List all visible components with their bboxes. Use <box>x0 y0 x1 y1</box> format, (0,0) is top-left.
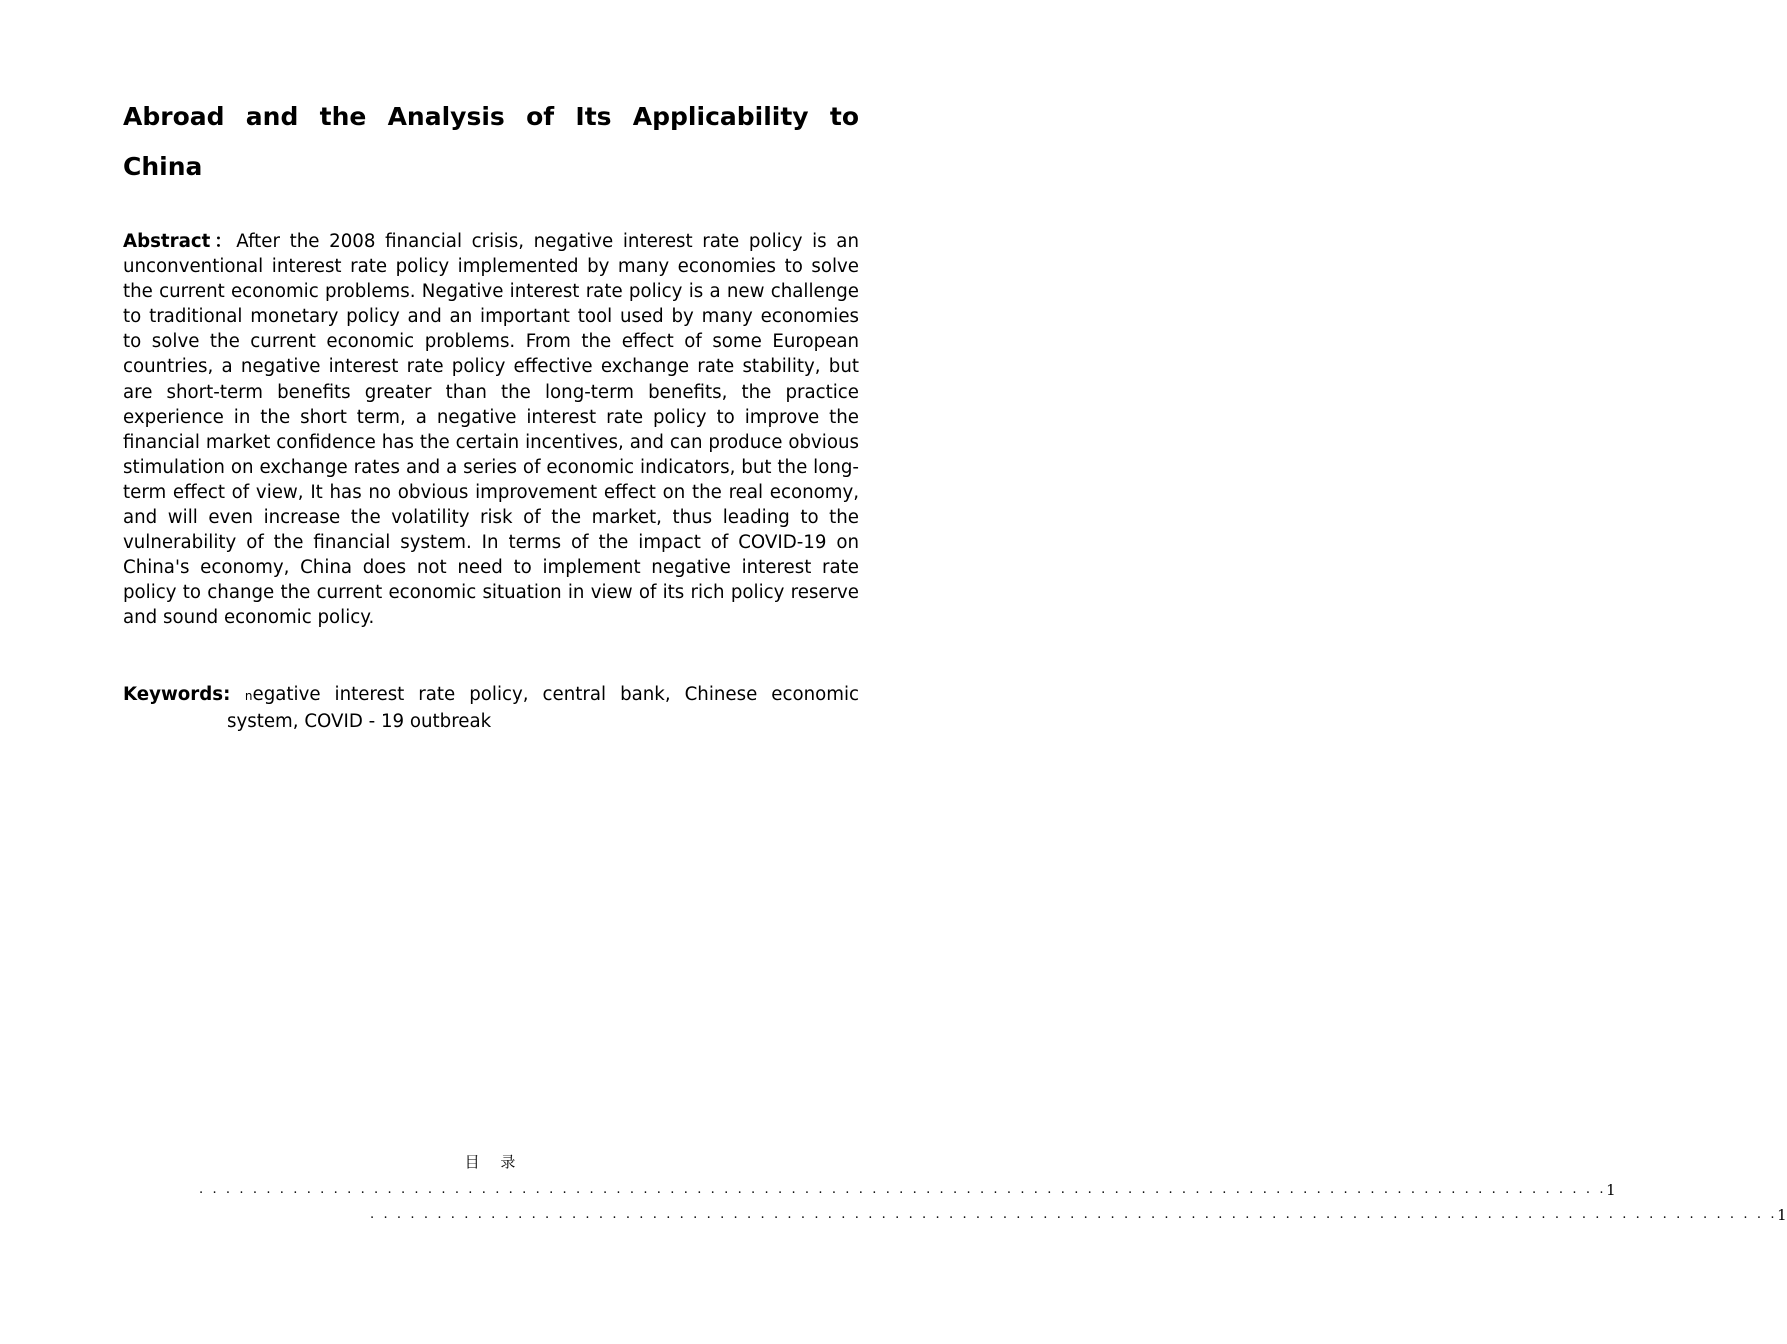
keywords-label: Keywords: <box>123 684 245 705</box>
keywords-paragraph <box>123 682 859 734</box>
toc-page-number: 1 <box>1777 1206 1787 1224</box>
abstract-paragraph <box>123 229 859 631</box>
toc-page-number: 1 <box>1606 1181 1616 1199</box>
document-page <box>123 0 1787 1344</box>
toc-title: 目 录 <box>464 1153 524 1171</box>
keywords-first-letter: n <box>244 689 253 703</box>
toc-leader-dots: . . . . . . . . . . . . . . . . . . . . . . . . . . . . . . . . . . . . . . . . . . . . . . . . . . . . . . . . . . . . . . . . . . . . . . . . . . . . . . . . . . . . . . . . . . . . . . . . . . . . . . . . . <box>370 1207 1778 1222</box>
abstract-label: Abstract： <box>123 231 237 252</box>
toc-leader-dots: . . . . . . . . . . . . . . . . . . . . . . . . . . . . . . . . . . . . . . . . . . . . . . . . . . . . . . . . . . . . . . . . . . . . . . . . . . . . . . . . . . . . . . . . . . . . . . . . . . . . . . . . . <box>199 1182 1607 1197</box>
abstract-text: After the 2008 financial crisis, negative interest rate policy is an unconventional interest rate policy implemented by many economies to solve the current economic problems. Negative interest rate policy is a new challenge to traditional monetary policy and an important tool used by many economies to solve the current economic problems. From the effect of some European countries, a negative interest rate policy effective exchange rate stability, but are short-term benefits greater than the long-term benefits, the practice experience in the short term, a negative interest rate policy to improve the financial market confidence has the certain incentives, and can produce obvious stimulation on exchange rates and a series of economic indicators, but the long-term effect of view, It has no obvious improvement effect on the real economy, and will even increase the volatility risk of the market, thus leading to the vulnerability of the financial system. In terms of the impact of COVID-19 on China's economy, China does not need to implement negative interest rate policy to change the current economic situation in view of its rich policy reserve and sound economic policy. <box>123 231 859 629</box>
toc-entry[interactable] <box>199 1179 1616 1201</box>
keywords-text: egative interest rate policy, central bank, Chinese economic system, COVID - 19 outbreak <box>227 684 860 733</box>
document-title: Abroad and the Analysis of Its Applicability to China <box>123 102 859 181</box>
toc-entry[interactable] <box>370 1204 1787 1226</box>
